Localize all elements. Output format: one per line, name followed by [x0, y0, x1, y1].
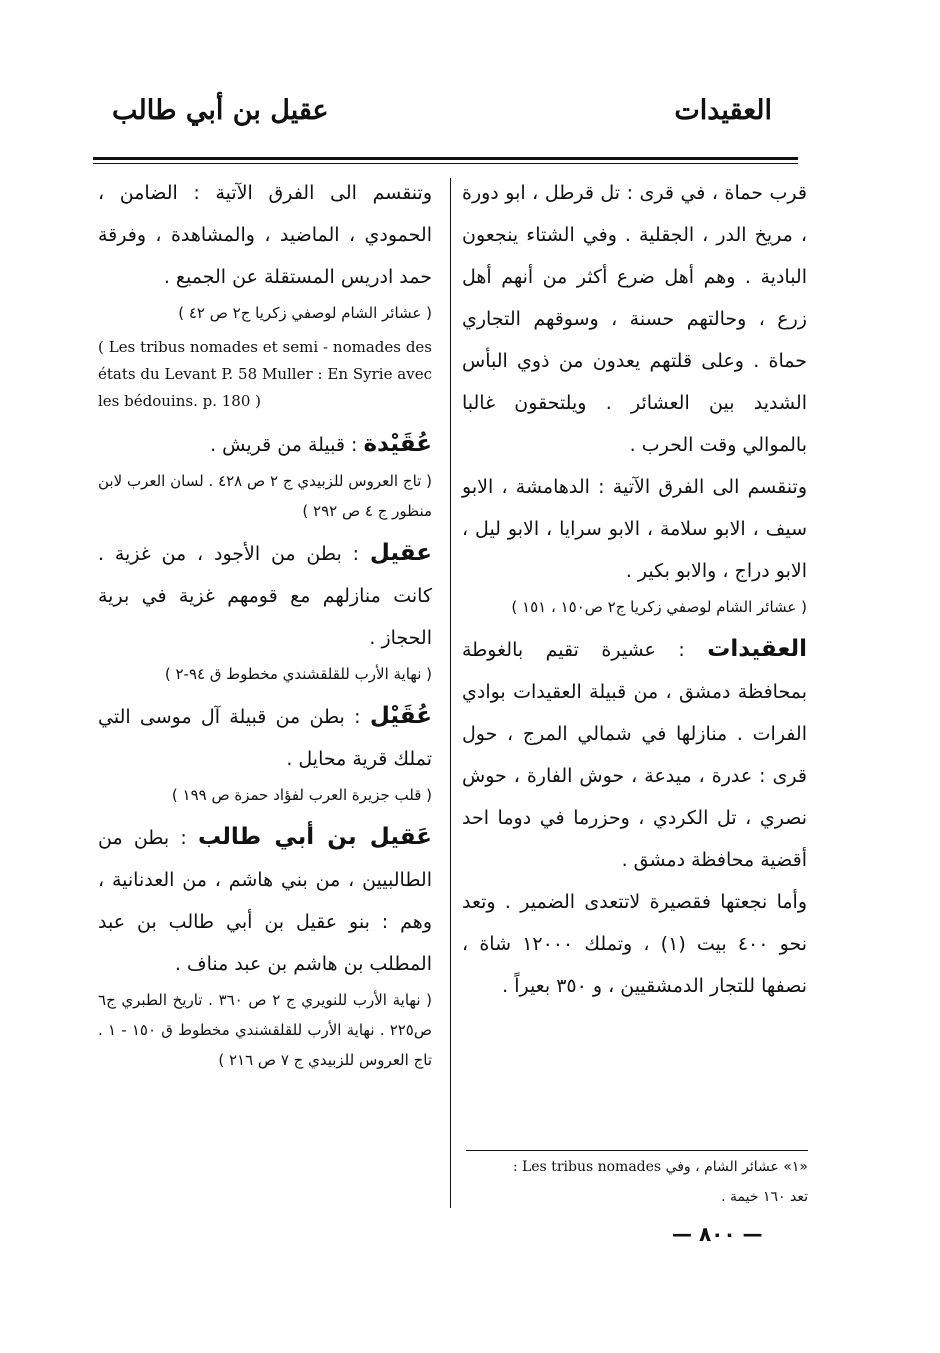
entry-aqil-bin-abi-talib	[98, 816, 432, 985]
citation: ( تاج العروس للزبيدي ج ٢ ص ٤٢٨ . لسان العرب لابن منظور ج ٤ ص ٢٩٢ )	[98, 472, 432, 520]
entry-text: : بطن من الأجود ، من غزية . كانت منازلهم مع قومهم غزية في برية الحجاز .	[98, 543, 432, 649]
entry-alaqidat	[462, 628, 807, 881]
latin-citation: ( Les tribus nomades et semi - nomades des états du Levant P. 58 Muller : En Syrie avec les bédouins. p. 180 )	[98, 338, 432, 410]
citation: ( نهاية الأرب للقلقشندي مخطوط ق ٩٤-٢ )	[164, 665, 432, 683]
footnote-rule	[466, 1150, 808, 1151]
left-column	[98, 172, 432, 1081]
running-header-left: عقيل بن أبي طالب	[112, 95, 329, 126]
entry-term: عُقَيْدة	[363, 431, 432, 457]
citation: ( عشائر الشام لوصفي زكريا ج٢ ص١٥٠ ، ١٥١ )	[511, 598, 807, 616]
page-number: — ٨٠٠ —	[672, 1222, 763, 1246]
entry-term: عقيل	[369, 540, 432, 566]
footnote-line-2: تعد ١٦٠ خيمة .	[721, 1189, 808, 1205]
footnote	[462, 1152, 808, 1212]
running-header-right: العقيدات	[674, 95, 772, 126]
entry-text: : بطن من الطالبيين ، من بني هاشم ، من العدنانية ، وهم : بنو عقيل بن أبي طالب بن عبد المطلب بن هاشم بن عبد مناف .	[98, 827, 432, 975]
citation: ( نهاية الأرب للنويري ج ٢ ص ٣٦٠ . تاريخ الطبري ج٦ ص٢٢٥ . نهاية الأرب للقلقشندي مخطوط ق ١٥٠ - ١ . تاج العروس للزبيدي ج ٧ ص ٢١٦ )	[98, 991, 433, 1069]
footnote-line-1	[462, 1152, 808, 1182]
right-column	[462, 172, 807, 1007]
entry-term: العقيدات	[707, 636, 807, 662]
footnote-arabic: «١» عشائر الشام ، وفي	[665, 1159, 808, 1175]
entry-text: : بطن من قبيلة آل موسى التي تملك قرية محايل .	[98, 706, 432, 770]
citation: ( عشائر الشام لوصفي زكريا ج٢ ص ٤٢ )	[178, 304, 432, 322]
entry-text: : قبيلة من قريش .	[210, 434, 358, 456]
paragraph: وأما نجعتها فقصيرة لاتتعدى الضمير . وتعد نحو ٤٠٠ بيت (١) ، وتملك ١٢٠٠٠ شاة ، نصفها للتجار الدمشقيين ، و ٣٥٠ بعيراً .	[462, 891, 807, 997]
citation: ( قلب جزيرة العرب لفؤاد حمزة ص ١٩٩ )	[171, 786, 432, 804]
paragraph: قرب حماة ، في قرى : تل قرطل ، ابو دورة ، مريخ الدر ، الجقلية . وفي الشتاء ينجعون البادية . وهم أهل ضرع أكثر من أنهم أهل زرع ، وحالتهم حسنة ، وسوقهم التجاري حماة . وعلى قلتهم يعدون من ذوي البأس الشديد بين العشائر . ويلتحقون غالبا بالموالي وقت الحرب .	[462, 182, 807, 456]
entry-term: عُقَيْل	[369, 703, 432, 729]
footnote-latin: : Les tribus nomades	[512, 1159, 662, 1175]
paragraph: وتنقسم الى الفرق الآتية : الدهامشة ، الابو سيف ، الابو سلامة ، الابو سرايا ، الابو ليل ، الابو دراج ، والابو بكير .	[462, 476, 807, 582]
entry-uqayl	[98, 695, 432, 780]
header-rule-thick	[93, 157, 798, 160]
entry-text: : عشيرة تقيم بالغوطة بمحافظة دمشق ، من قبيلة العقيدات بوادي الفرات . منازلها في شمالي المرج ، حول قرى : عدرة ، ميدعة ، حوش الفارة ، حوش نصري ، تل الكردي ، وحزرما في دوما احد أقضية محافظة دمشق .	[462, 639, 807, 871]
header-rule-thin	[93, 163, 798, 164]
paragraph: وتنقسم الى الفرق الآتية : الضامن ، الحمودي ، الماضيد ، والمشاهدة ، وفرقة حمد ادريس المستقلة عن الجميع .	[98, 182, 432, 288]
column-divider	[450, 178, 451, 1208]
entry-aqil	[98, 532, 432, 659]
entry-term: عَقيل بن أبي طالب	[197, 824, 432, 850]
entry-uqayda	[98, 423, 432, 466]
